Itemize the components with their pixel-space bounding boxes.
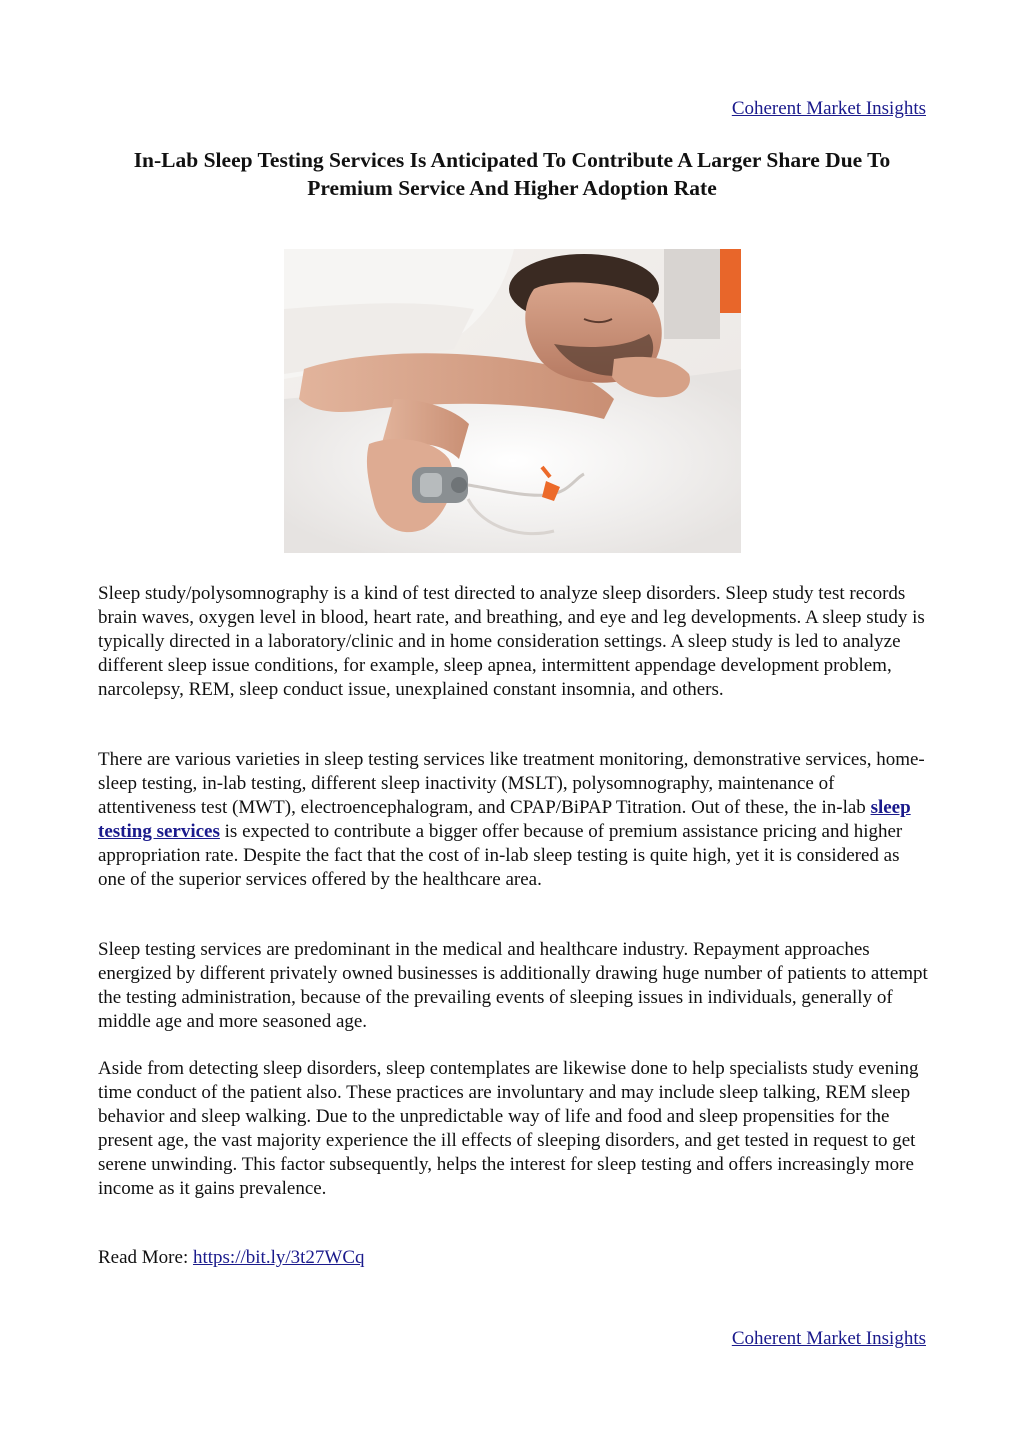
paragraph-industry: Sleep testing services are predominant in the medical and healthcare industry. Repayment approaches energized by different privately owned businesses is additionally drawing huge number of patients to attempt the testing administration, because of the prevailing events of sleeping issues in individuals, generally of middle age and more seasoned age. (98, 939, 928, 1032)
paragraph-varieties-text-before: There are various varieties in sleep testing services like treatment monitoring, demonstrative services, home-sleep testing, in-lab testing, different sleep inactivity (MSLT), polysomnography, maintenance of attentiveness test (MWT), electroencephalogram, and CPAP/BiPAP Titration. Out of these, the in-lab (98, 749, 925, 818)
read-more-label: Read More: (98, 1247, 193, 1268)
sleeping-patient-photo (284, 249, 741, 553)
page-title: In-Lab Sleep Testing Services Is Anticipated To Contribute A Larger Share Due To Premium Service And Higher Adoption Rate (133, 148, 891, 200)
sleep-testing-services-link[interactable]: sleep testing services (98, 797, 911, 842)
read-more-line (98, 1246, 928, 1270)
paragraph-varieties (98, 748, 928, 892)
paragraph-varieties-text-after: is expected to contribute a bigger offer because of premium assistance pricing and higher appropriation rate. Despite the fact that the cost of in-lab sleep testing is quite high, yet it is considered as one of the superior services offered by the healthcare area. (98, 821, 903, 890)
footer-brand-link[interactable]: Coherent Market Insights (731, 1328, 926, 1349)
read-more-url-link[interactable]: https://bit.ly/3t27WCq (192, 1247, 365, 1268)
header-brand-link[interactable]: Coherent Market Insights (731, 98, 926, 119)
paragraph-disorders: Aside from detecting sleep disorders, sleep contemplates are likewise done to help specialists study evening time conduct of the patient also. These practices are involuntary and may include sleep talking, REM sleep behavior and sleep walking. Due to the unpredictable way of life and food and sleep propensities for the present age, the vast majority experience the ill effects of sleeping disorders, and get tested in request to get serene unwinding. This factor subsequently, helps the interest for sleep testing and offers increasingly more income as it gains prevalence. (98, 1058, 919, 1199)
paragraph-intro: Sleep study/polysomnography is a kind of test directed to analyze sleep disorders. Sleep study test records brain waves, oxygen level in blood, heart rate, and breathing, and eye and leg developments. A sleep study is typically directed in a laboratory/clinic and in home consideration settings. A sleep study is led to analyze different sleep issue conditions, for example, sleep apnea, intermittent appendage development problem, narcolepsy, REM, sleep conduct issue, unexplained constant insomnia, and others. (98, 583, 925, 700)
